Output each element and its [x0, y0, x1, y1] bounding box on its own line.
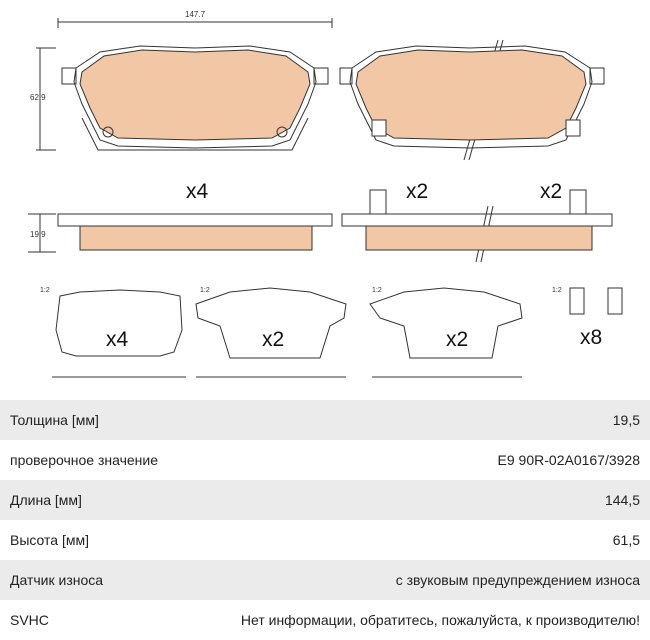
side-1-backplate: [58, 214, 332, 226]
spec-row-thickness: [0, 400, 650, 440]
spec-label: Толщина [мм]: [10, 412, 99, 428]
spec-value: с звуковым предупреждением износа: [395, 572, 640, 588]
pad-1-friction-material: [80, 50, 310, 140]
qty-pads: x4: [186, 180, 209, 203]
spec-value: E9 90R-02A0167/3928: [497, 452, 640, 468]
pad-2-friction-material: [356, 50, 586, 140]
qty-shims: x4: [106, 328, 129, 351]
spec-label: Длина [мм]: [10, 492, 82, 508]
spec-row-svhc: [0, 600, 650, 640]
clip-1: [570, 288, 584, 314]
spec-row-check-value: [0, 440, 650, 480]
side-1-friction-material: [80, 226, 312, 250]
spec-row-wear-sensor: [0, 560, 650, 600]
pad-2-wear-sensor-left: [372, 120, 386, 136]
spec-row-length: [0, 480, 650, 520]
spec-label: проверочное значение: [10, 452, 159, 468]
spec-label: SVHC: [10, 612, 49, 628]
scale-1: 1:2: [40, 287, 50, 294]
specs-table: [0, 400, 650, 640]
height-dimension-label: 62.9: [30, 93, 46, 102]
side-2-backplate: [342, 214, 612, 226]
side-2-sensor-left: [370, 190, 386, 214]
clip-2: [608, 288, 622, 314]
side-2-friction-material: [366, 226, 592, 250]
spec-label: Высота [мм]: [10, 532, 89, 548]
scale-3: 1:2: [372, 287, 382, 294]
pad-2-wear-sensor-right: [566, 120, 580, 136]
spec-value: 144,5: [604, 492, 640, 508]
thickness-dimension-label: 19.9: [30, 230, 46, 239]
qty-pads-inner: x2: [406, 180, 429, 203]
qty-clips: x8: [580, 326, 603, 349]
scale-4: 1:2: [552, 287, 562, 294]
qty-pads-outer: x2: [540, 180, 563, 203]
spec-value: 61,5: [612, 532, 640, 548]
width-dimension-label: 147.7: [185, 10, 206, 19]
spec-label: Датчик износа: [10, 572, 104, 588]
side-2-sensor-right: [570, 190, 586, 214]
spec-value: 19,5: [612, 412, 640, 428]
qty-shims-inner: x2: [262, 328, 285, 351]
scale-2: 1:2: [200, 287, 210, 294]
spec-row-height: [0, 520, 650, 560]
spec-value: Нет информации, обратитесь, пожалуйста, к производителю!: [240, 612, 640, 628]
qty-shims-outer: x2: [446, 328, 469, 351]
